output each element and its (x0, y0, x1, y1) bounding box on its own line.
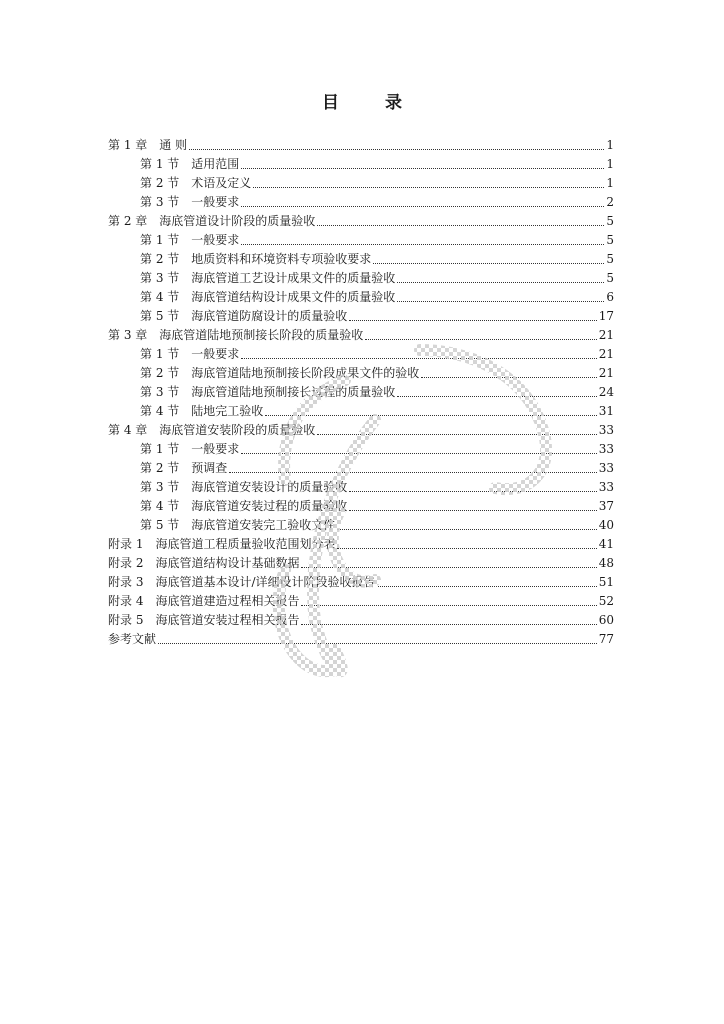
toc-entry-number: 附录 2 (108, 556, 144, 570)
toc-entry[interactable] (108, 326, 614, 345)
toc-entry-title: 海底管道陆地预制接长过程的质量验收 (191, 385, 396, 399)
toc-entry-page-number: 60 (598, 613, 614, 627)
toc-entry-label (108, 611, 299, 630)
toc-entry-label (108, 326, 363, 345)
dot-leader (241, 452, 596, 454)
toc-entry[interactable] (108, 250, 614, 269)
toc-entry-label (140, 402, 263, 421)
toc-entry[interactable] (108, 516, 614, 535)
toc-entry-title: 海底管道安装过程的质量验收 (191, 499, 348, 513)
toc-entry-page-number: 2 (606, 195, 614, 209)
dot-leader (241, 243, 604, 245)
toc-entry-label (108, 421, 315, 440)
toc-entry-title: 术语及定义 (191, 176, 252, 190)
toc-entry-number: 第 2 章 (108, 214, 148, 228)
toc-entry-title: 海底管道安装过程相关报告 (155, 613, 300, 627)
toc-entry-page-number: 52 (598, 594, 614, 608)
dot-leader (337, 547, 596, 549)
toc-entry[interactable] (108, 288, 614, 307)
toc-entry-title: 一般要求 (191, 195, 240, 209)
toc-entry-number: 第 4 节 (140, 499, 180, 513)
dot-leader (365, 338, 596, 340)
dot-leader (397, 395, 596, 397)
toc-entry-title: 一般要求 (191, 233, 240, 247)
toc-entry-title: 海底管道防腐设计的质量验收 (191, 309, 348, 323)
toc-entry-label (140, 307, 347, 326)
toc-entry-number: 第 1 章 (108, 138, 148, 152)
toc-entry-number: 附录 3 (108, 575, 144, 589)
toc-entry-title: 海底管道陆地预制接长阶段成果文件的验收 (191, 366, 420, 380)
toc-entry-label (140, 497, 347, 516)
toc-entry-page-number: 5 (606, 271, 614, 285)
toc-entry[interactable] (108, 364, 614, 383)
toc-entry-page-number: 21 (598, 366, 614, 380)
toc-entry-page-number: 33 (598, 423, 614, 437)
toc-entry-label (108, 573, 376, 592)
toc-entry-title: 海底管道工程质量验收范围划分表 (155, 537, 336, 551)
toc-entry-title: 通 则 (159, 138, 188, 152)
toc-entry-number: 第 3 节 (140, 480, 180, 494)
toc-entry-number: 第 3 节 (140, 385, 180, 399)
toc-entry-number: 第 2 节 (140, 252, 180, 266)
toc-entry-number: 附录 4 (108, 594, 144, 608)
toc-entry-label (140, 288, 395, 307)
toc-entry-page-number: 41 (598, 537, 614, 551)
dot-leader (397, 281, 604, 283)
dot-leader (229, 471, 596, 473)
toc-entry-page-number: 40 (598, 518, 614, 532)
toc-entry-number: 第 4 章 (108, 423, 148, 437)
toc-entry-page-number: 37 (598, 499, 614, 513)
toc-entry-number: 第 3 节 (140, 271, 180, 285)
toc-entry[interactable] (108, 459, 614, 478)
toc-entry-number: 第 2 节 (140, 176, 180, 190)
toc-entry-page-number: 24 (598, 385, 614, 399)
toc-entry[interactable] (108, 611, 614, 630)
dot-leader (397, 300, 604, 302)
toc-entry[interactable] (108, 345, 614, 364)
toc-entry-title: 陆地完工验收 (191, 404, 264, 418)
dot-leader (337, 528, 596, 530)
toc-entry-label (108, 630, 156, 649)
toc-entry-label (140, 269, 395, 288)
toc-entry-page-number: 1 (606, 138, 614, 152)
dot-leader (317, 224, 604, 226)
toc-entry[interactable] (108, 307, 614, 326)
toc-entry-number: 第 5 节 (140, 309, 180, 323)
toc-entry-page-number: 17 (598, 309, 614, 323)
toc-entry-page-number: 5 (606, 214, 614, 228)
toc-entry-page-number: 5 (606, 233, 614, 247)
toc-entry-number: 附录 1 (108, 537, 144, 551)
toc-entry-title: 海底管道建造过程相关报告 (155, 594, 300, 608)
toc-entry[interactable] (108, 421, 614, 440)
toc-entry-label (108, 592, 299, 611)
dot-leader (317, 433, 596, 435)
page-title: 目 录 (322, 93, 422, 113)
toc-entry-number: 附录 5 (108, 613, 144, 627)
toc-entry-page-number: 33 (598, 461, 614, 475)
toc-entry-label (140, 155, 239, 174)
dot-leader (349, 509, 596, 511)
dot-leader (373, 262, 604, 264)
toc-entry-number: 第 1 节 (140, 347, 180, 361)
toc-entry-label (140, 383, 395, 402)
toc-entry-page-number: 6 (606, 290, 614, 304)
toc-entry-label (108, 535, 335, 554)
toc-entry-page-number: 33 (598, 480, 614, 494)
dot-leader (265, 414, 596, 416)
toc-entry-number: 第 2 节 (140, 461, 180, 475)
toc-entry[interactable] (108, 440, 614, 459)
dot-leader (301, 604, 596, 606)
toc-entry-page-number: 1 (606, 157, 614, 171)
dot-leader (301, 623, 596, 625)
toc-entry-page-number: 31 (598, 404, 614, 418)
toc-entry-label (140, 516, 335, 535)
toc-entry-title: 海底管道安装设计的质量验收 (191, 480, 348, 494)
toc-entry-page-number: 5 (606, 252, 614, 266)
dot-leader (421, 376, 596, 378)
dot-leader (301, 566, 596, 568)
dot-leader (189, 148, 604, 150)
toc-entry[interactable] (108, 478, 614, 497)
toc-entry-label (140, 193, 239, 212)
toc-entry-label (140, 231, 239, 250)
toc-entry-page-number: 1 (606, 176, 614, 190)
toc-entry-title: 海底管道结构设计成果文件的质量验收 (191, 290, 396, 304)
toc-entry-number: 第 2 节 (140, 366, 180, 380)
toc-entry-title: 海底管道结构设计基础数据 (155, 556, 300, 570)
toc-entry-title: 海底管道工艺设计成果文件的质量验收 (191, 271, 396, 285)
toc-entry[interactable] (108, 402, 614, 421)
toc-entry-title: 一般要求 (191, 442, 240, 456)
toc-entry-page-number: 77 (598, 632, 614, 646)
toc-entry-title: 地质资料和环境资料专项验收要求 (191, 252, 372, 266)
toc-entry-number: 第 1 节 (140, 157, 180, 171)
toc-entry[interactable] (108, 136, 614, 155)
toc-entry[interactable] (108, 554, 614, 573)
dot-leader (349, 490, 596, 492)
toc-entry-label (108, 212, 315, 231)
dot-leader (158, 642, 597, 644)
toc-entry[interactable] (108, 212, 614, 231)
toc-entry-title: 海底管道陆地预制接长阶段的质量验收 (159, 328, 364, 342)
toc-entry-title: 海底管道安装阶段的质量验收 (159, 423, 316, 437)
toc-entry-number: 第 1 节 (140, 442, 180, 456)
toc-entry-number: 第 1 节 (140, 233, 180, 247)
toc-entry[interactable] (108, 497, 614, 516)
toc-entry-label (140, 459, 227, 478)
toc-entry-page-number: 21 (598, 347, 614, 361)
toc-entry-label (108, 554, 299, 573)
toc-entry[interactable] (108, 535, 614, 554)
toc-entry[interactable] (108, 155, 614, 174)
toc-entry[interactable] (108, 231, 614, 250)
table-of-contents (108, 136, 614, 649)
toc-entry[interactable] (108, 269, 614, 288)
toc-entry-label (108, 136, 187, 155)
toc-entry-number: 第 4 节 (140, 404, 180, 418)
toc-entry-page-number: 33 (598, 442, 614, 456)
dot-leader (241, 357, 596, 359)
toc-entry-number: 第 5 节 (140, 518, 180, 532)
toc-entry-number: 第 4 节 (140, 290, 180, 304)
dot-leader (241, 167, 604, 169)
toc-entry-title: 预调查 (191, 461, 228, 475)
toc-entry[interactable] (108, 592, 614, 611)
toc-entry-label (140, 478, 347, 497)
toc-entry-page-number: 51 (598, 575, 614, 589)
toc-entry-title: 海底管道基本设计/详细设计阶段验收报告 (155, 575, 376, 589)
toc-entry-title: 海底管道设计阶段的质量验收 (159, 214, 316, 228)
toc-entry-label (140, 250, 371, 269)
toc-entry-number: 第 3 节 (140, 195, 180, 209)
dot-leader (349, 319, 596, 321)
toc-entry-label (140, 174, 251, 193)
toc-entry[interactable] (108, 630, 614, 649)
toc-entry-label (140, 364, 419, 383)
toc-entry[interactable] (108, 174, 614, 193)
toc-entry-page-number: 48 (598, 556, 614, 570)
toc-entry-label (140, 345, 239, 364)
toc-entry-title: 适用范围 (191, 157, 240, 171)
toc-entry-title: 海底管道安装完工验收文件 (191, 518, 336, 532)
dot-leader (253, 186, 604, 188)
toc-entry[interactable] (108, 383, 614, 402)
toc-entry-title: 参考文献 (108, 632, 157, 646)
toc-entry-title: 一般要求 (191, 347, 240, 361)
dot-leader (241, 205, 604, 207)
toc-entry-number: 第 3 章 (108, 328, 148, 342)
toc-entry-page-number: 21 (598, 328, 614, 342)
dot-leader (378, 585, 597, 587)
toc-entry[interactable] (108, 193, 614, 212)
toc-entry[interactable] (108, 573, 614, 592)
toc-entry-label (140, 440, 239, 459)
